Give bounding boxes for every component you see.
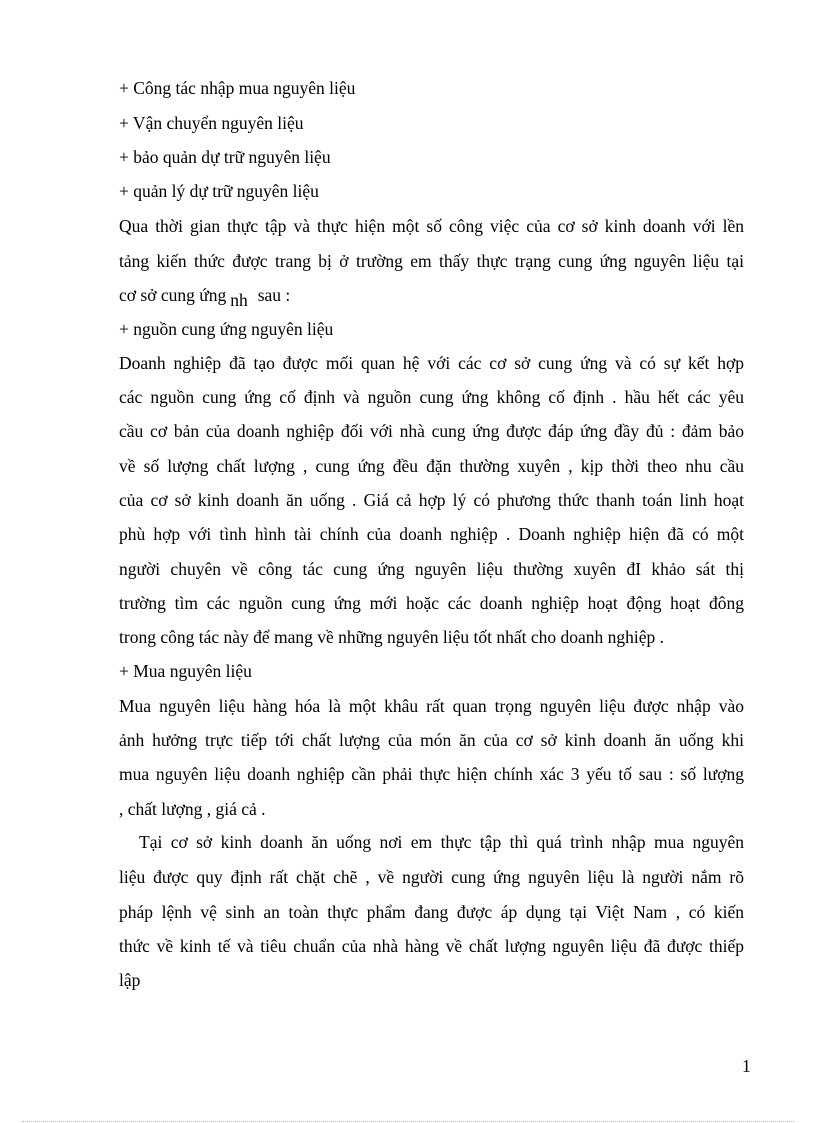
- paragraph-line: , chất lượng , giá cả .: [119, 799, 266, 819]
- footer-divider: [22, 1121, 794, 1122]
- paragraph-line: cầu cơ bản của doanh nghiệp đối với nhà cung ứng được đáp ứng đầy đủ : đảm bảo: [119, 421, 744, 441]
- bullet-line: + quản lý dự trữ nguyên liệu: [119, 181, 319, 201]
- paragraph-line: của cơ sở kinh doanh ăn uống . Giá cả hợp lý có phương thức thanh toán linh hoạt: [119, 490, 744, 510]
- bullet-line: + Vận chuyển nguyên liệu: [119, 113, 304, 133]
- bullet-line: + bảo quản dự trữ nguyên liệu: [119, 147, 331, 167]
- paragraph-line: Mua nguyên liệu hàng hóa là một khâu rất quan trọng nguyên liệu được nhập vào: [119, 696, 744, 716]
- paragraph-line: các nguồn cung ứng cố định và nguồn cung ứng không cố định . hầu hết các yêu: [119, 387, 744, 407]
- text-span: sau :: [257, 285, 291, 305]
- subscript-text: nh: [230, 290, 248, 310]
- paragraph-line: liệu được quy định rất chặt chẽ , về người cung ứng nguyên liệu là người nắm rõ: [119, 867, 744, 887]
- text-span: cơ sở cung ứng: [119, 285, 227, 305]
- paragraph-line: người chuyên về công tác cung ứng nguyên liệu thường xuyên đI khảo sát thị: [119, 559, 744, 579]
- bullet-line: + Công tác nhập mua nguyên liệu: [119, 78, 356, 98]
- paragraph-line: [119, 285, 744, 310]
- paragraph-line: mua nguyên liệu doanh nghiệp cần phải thực hiện chính xác 3 yếu tố sau : số lượng: [119, 764, 744, 784]
- paragraph-line: phù hợp với tình hình tài chính của doanh nghiệp . Doanh nghiệp hiện đã có một: [119, 524, 744, 544]
- paragraph-line: trường tìm các nguồn cung ứng mới hoặc các doanh nghiệp hoạt động hoạt đông: [119, 593, 744, 613]
- paragraph-line: lập: [119, 970, 141, 990]
- paragraph-line: về số lượng chất lượng , cung ứng đều đặn thường xuyên , kịp thời theo nhu cầu: [119, 456, 744, 476]
- paragraph-line: thức về kinh tế và tiêu chuẩn của nhà hàng về chất lượng nguyên liệu đã được thiếp: [119, 936, 744, 956]
- page-number: 1: [742, 1056, 751, 1076]
- paragraph-line: trong công tác này để mang về những nguyên liệu tốt nhất cho doanh nghiệp .: [119, 627, 665, 647]
- paragraph-line: ảnh hưởng trực tiếp tới chất lượng của món ăn của cơ sở kinh doanh ăn uống khi: [119, 730, 744, 750]
- bullet-line: + Mua nguyên liệu: [119, 661, 252, 681]
- paragraph-line: Doanh nghiệp đã tạo được mối quan hệ với các cơ sở cung ứng và có sự kết hợp: [119, 353, 744, 373]
- paragraph-line: pháp lệnh vệ sinh an toàn thực phẩm đang được áp dụng tại Việt Nam , có kiến: [119, 902, 744, 922]
- paragraph-line: tảng kiến thức được trang bị ở trường em thấy thực trạng cung ứng nguyên liệu tại: [119, 251, 744, 271]
- paragraph-line: Qua thời gian thực tập và thực hiện một số công việc của cơ sở kinh doanh với lền: [119, 216, 744, 236]
- paragraph-line: Tại cơ sở kinh doanh ăn uống nơi em thực tập thì quá trình nhập mua nguyên: [139, 832, 744, 852]
- bullet-line: + nguồn cung ứng nguyên liệu: [119, 319, 334, 339]
